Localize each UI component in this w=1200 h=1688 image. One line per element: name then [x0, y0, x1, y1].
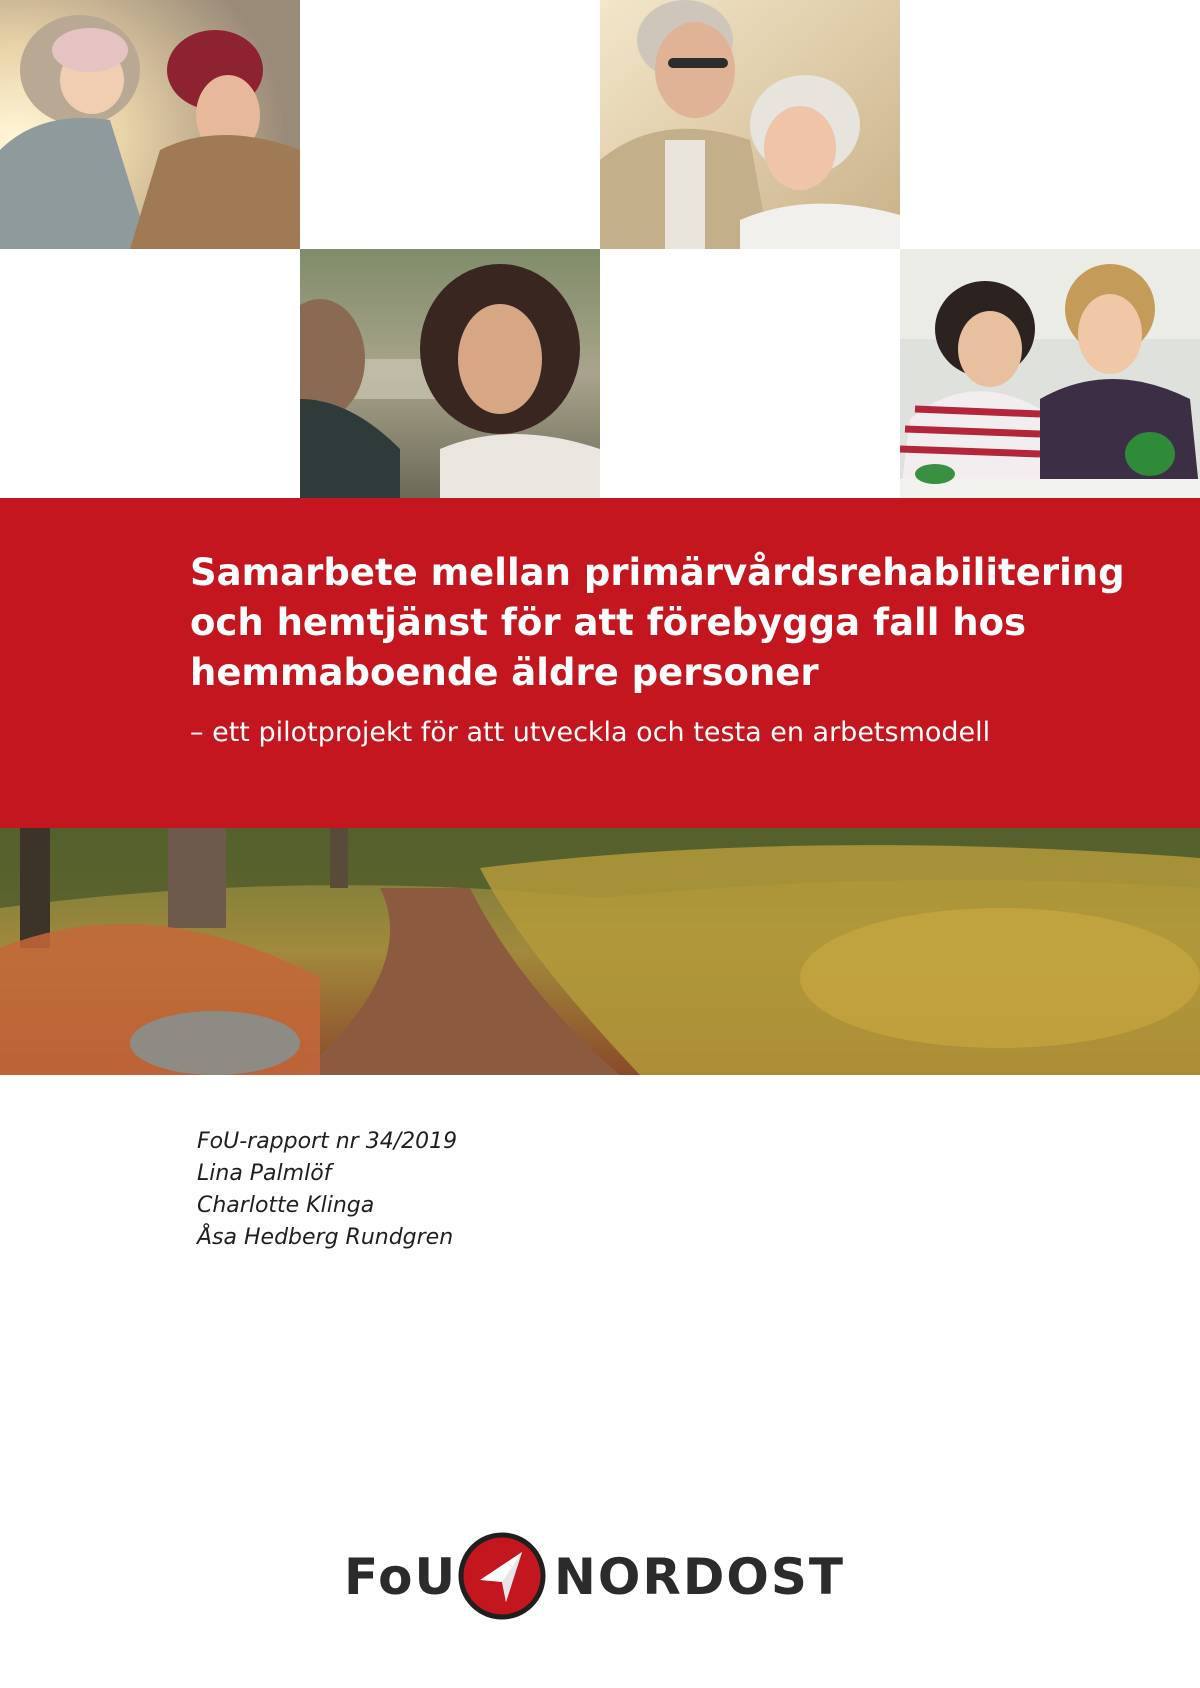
title-line: och hemtjänst för att förebygga fall hos: [190, 601, 1027, 644]
title-band: [0, 498, 1200, 828]
fou-nordost-logo: [340, 1532, 860, 1622]
autumn-forest-photo: [0, 828, 1200, 1075]
photo-grid: [0, 0, 1200, 498]
logo-text-nordost: NORDOST: [554, 1548, 845, 1606]
author-name: Charlotte Klinga: [197, 1193, 375, 1218]
author-name: Åsa Hedberg Rundgren: [197, 1225, 454, 1250]
author-name: Lina Palmlöf: [197, 1161, 332, 1186]
mother-and-child-photo: [0, 0, 300, 249]
logo-text-fou: FoU: [344, 1548, 458, 1606]
compass-arrow-icon: [458, 1532, 546, 1620]
children-drawing-photo: [900, 249, 1200, 498]
elderly-couple-photo: [600, 0, 900, 249]
title-line: hemmaboende äldre personer: [190, 651, 819, 694]
report-subtitle: – ett pilotprojekt för att utveckla och testa en arbetsmodell: [190, 717, 991, 748]
report-meta: [197, 1126, 457, 1254]
report-title: [190, 548, 1150, 698]
young-woman-photo: [300, 249, 600, 498]
report-series: FoU-rapport nr 34/2019: [197, 1129, 458, 1154]
title-line: Samarbete mellan primärvårdsrehabilitering: [190, 551, 1125, 594]
